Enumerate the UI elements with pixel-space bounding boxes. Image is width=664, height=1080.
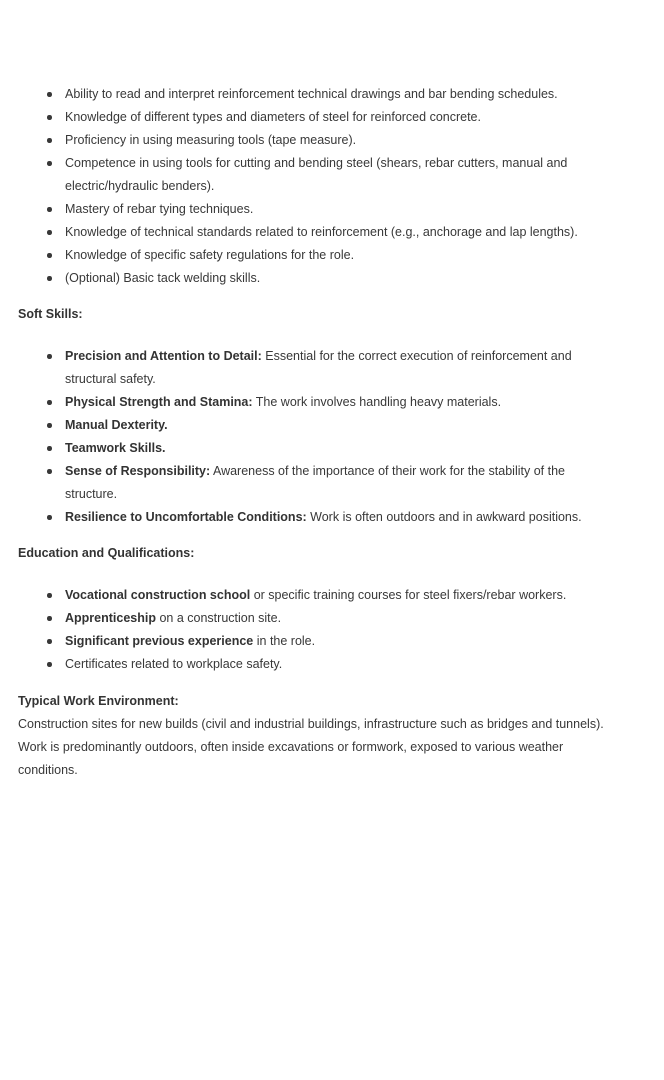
list-item bbox=[18, 460, 618, 506]
list-item-text bbox=[65, 83, 618, 106]
bullet-icon bbox=[18, 391, 65, 414]
list-item-text bbox=[65, 414, 618, 437]
list-item-bold: Precision and Attention to Detail: bbox=[65, 349, 262, 363]
list-item-bold: Teamwork Skills. bbox=[65, 441, 166, 455]
list-item-body: Work is often outdoors and in awkward positions. bbox=[306, 510, 582, 524]
list-item bbox=[18, 221, 618, 244]
bullet-icon bbox=[18, 152, 65, 175]
list-item-body: Awareness of the importance of their work for the stability of the structure. bbox=[65, 464, 565, 501]
bullet-icon bbox=[18, 506, 65, 529]
list-item-text bbox=[65, 106, 618, 129]
list-item-text bbox=[65, 653, 618, 676]
list-item-bold: Manual Dexterity. bbox=[65, 418, 168, 432]
list-item-bold: Sense of Responsibility: bbox=[65, 464, 211, 478]
list-item-body: in the role. bbox=[253, 634, 316, 648]
education-list bbox=[18, 584, 618, 676]
list-item-text bbox=[65, 506, 618, 529]
list-item-bold: Resilience to Uncomfortable Conditions: bbox=[65, 510, 307, 524]
list-item-text bbox=[65, 345, 618, 391]
bullet-icon bbox=[18, 345, 65, 368]
list-item-body: The work involves handling heavy materials. bbox=[252, 395, 502, 409]
soft-skills-heading: Soft Skills: bbox=[18, 307, 83, 321]
list-item-body: Certificates related to workplace safety. bbox=[65, 657, 283, 671]
list-item bbox=[18, 83, 618, 106]
list-item-text bbox=[65, 607, 618, 630]
bullet-icon bbox=[18, 244, 65, 267]
list-item-body: Knowledge of technical standards related to reinforcement (e.g., anchorage and lap lengths). bbox=[65, 225, 578, 239]
soft-skills-list bbox=[18, 345, 618, 529]
list-item bbox=[18, 244, 618, 267]
education-heading: Education and Qualifications: bbox=[18, 546, 195, 560]
list-item-body: or specific training courses for steel fixers/rebar workers. bbox=[250, 588, 567, 602]
list-item bbox=[18, 267, 618, 290]
list-item-body: Mastery of rebar tying techniques. bbox=[65, 202, 254, 216]
list-item bbox=[18, 630, 618, 653]
bullet-icon bbox=[18, 267, 65, 290]
list-item-text bbox=[65, 152, 618, 198]
list-item-body: Proficiency in using measuring tools (tape measure). bbox=[65, 133, 357, 147]
list-item-text bbox=[65, 391, 618, 414]
work-environment-heading: Typical Work Environment: bbox=[18, 694, 179, 708]
list-item-text bbox=[65, 630, 618, 653]
bullet-icon bbox=[18, 437, 65, 460]
list-item-bold: Apprenticeship bbox=[65, 611, 156, 625]
list-item bbox=[18, 437, 618, 460]
list-item-body: Essential for the correct execution of reinforcement and structural safety. bbox=[65, 349, 572, 386]
list-item bbox=[18, 129, 618, 152]
bullet-icon bbox=[18, 198, 65, 221]
list-item-body: on a construction site. bbox=[156, 611, 282, 625]
list-item-text bbox=[65, 244, 618, 267]
list-item bbox=[18, 152, 618, 198]
list-item bbox=[18, 414, 618, 437]
list-item bbox=[18, 106, 618, 129]
bullet-icon bbox=[18, 83, 65, 106]
list-item bbox=[18, 198, 618, 221]
list-item-text bbox=[65, 198, 618, 221]
list-item-body: Competence in using tools for cutting and bending steel (shears, rebar cutters, manual and electric/hydraulic benders). bbox=[65, 156, 568, 193]
list-item-text bbox=[65, 460, 618, 506]
list-item-body: Knowledge of different types and diameters of steel for reinforced concrete. bbox=[65, 110, 481, 124]
bullet-icon bbox=[18, 653, 65, 676]
list-item bbox=[18, 506, 618, 529]
list-item-text bbox=[65, 129, 618, 152]
list-item-text bbox=[65, 267, 618, 290]
list-item bbox=[18, 607, 618, 630]
bullet-icon bbox=[18, 460, 65, 483]
list-item bbox=[18, 653, 618, 676]
list-item-bold: Significant previous experience bbox=[65, 634, 254, 648]
bullet-icon bbox=[18, 607, 65, 630]
list-item-text bbox=[65, 584, 618, 607]
bullet-icon bbox=[18, 106, 65, 129]
bullet-icon bbox=[18, 414, 65, 437]
bullet-icon bbox=[18, 630, 65, 653]
list-item-bold: Physical Strength and Stamina: bbox=[65, 395, 253, 409]
bullet-icon bbox=[18, 584, 65, 607]
list-item bbox=[18, 584, 618, 607]
list-item-text bbox=[65, 437, 618, 460]
list-item-body: Ability to read and interpret reinforcement technical drawings and bar bending schedules. bbox=[65, 87, 558, 101]
list-item bbox=[18, 345, 618, 391]
list-item-text bbox=[65, 221, 618, 244]
hard-skills-list bbox=[18, 83, 618, 290]
list-item bbox=[18, 391, 618, 414]
list-item-body: Knowledge of specific safety regulations for the role. bbox=[65, 248, 355, 262]
list-item-body: (Optional) Basic tack welding skills. bbox=[65, 271, 261, 285]
list-item-bold: Vocational construction school bbox=[65, 588, 251, 602]
bullet-icon bbox=[18, 221, 65, 244]
bullet-icon bbox=[18, 129, 65, 152]
work-environment-paragraph: Construction sites for new builds (civil and industrial buildings, infrastructure such as bridges and tunnels). Work is predominantly outdoors, often inside excavations or formwork, exposed to various weather conditions. bbox=[18, 717, 604, 777]
